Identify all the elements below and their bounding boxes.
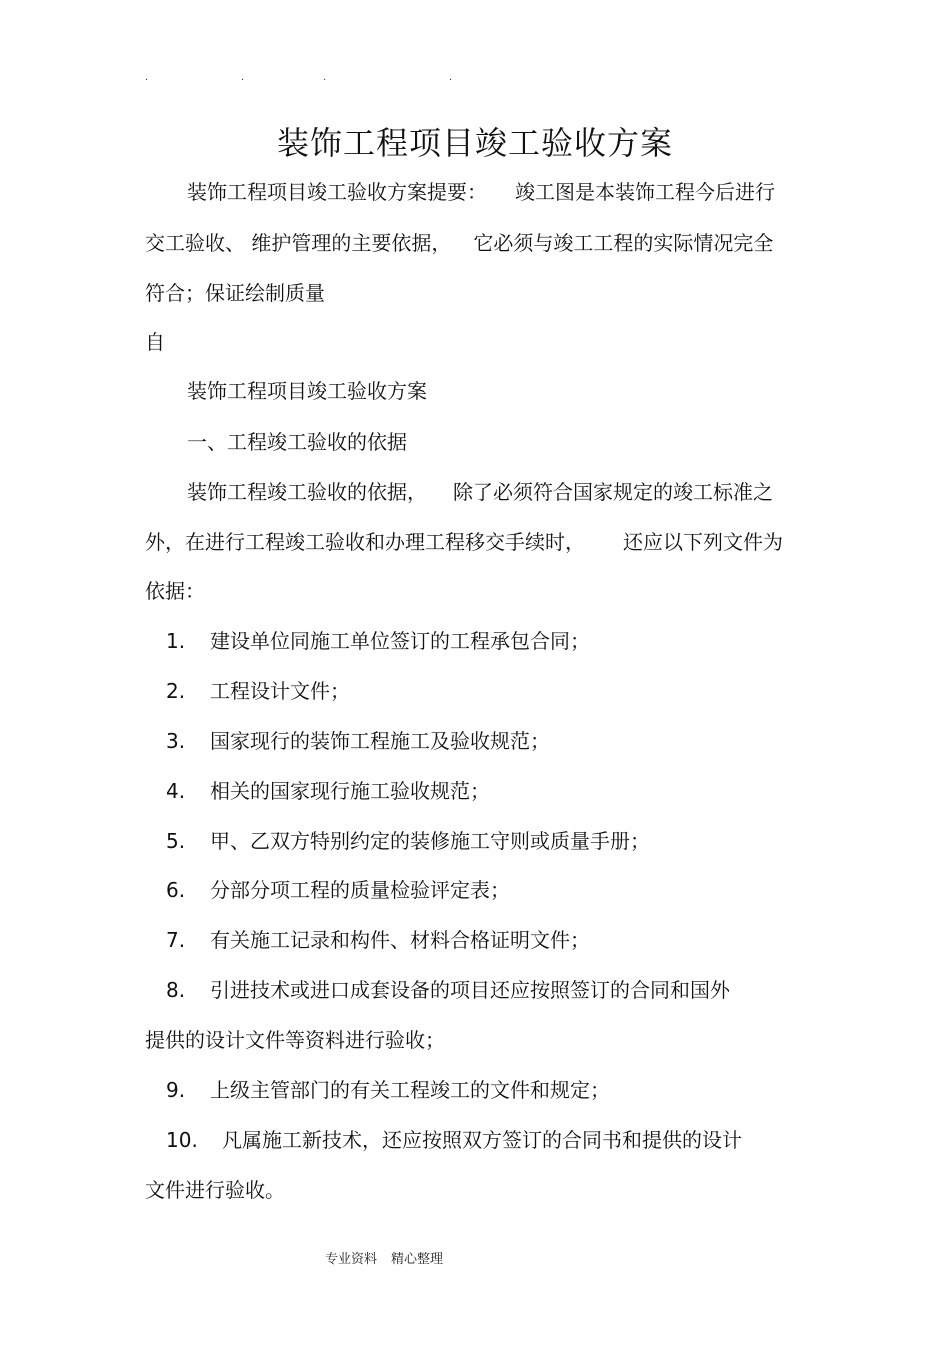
list-item <box>166 626 826 656</box>
list-item <box>166 925 826 955</box>
list-item-number: 8. <box>166 978 186 1002</box>
intro-line-4: 自 <box>145 330 165 354</box>
footer-right-text: 精心整理 <box>391 1252 444 1267</box>
list-item <box>166 676 826 706</box>
list-item-text: 甲、乙双方特别约定的装修施工守则或质量手册； <box>210 829 650 853</box>
document-title: 装饰工程项目竣工验收方案 <box>276 124 673 162</box>
basis-line-1 <box>187 477 847 507</box>
list-item-text: 有关施工记录和构件、材料合格证明文件； <box>210 928 590 952</box>
basis-text: 外，在进行工程竣工验收和办理工程移交手续时， <box>145 530 585 554</box>
list-item-text: 相关的国家现行施工验收规范； <box>210 779 490 803</box>
basis-text: 除了必须符合国家规定的竣工标准之 <box>453 480 773 504</box>
page-footer <box>0 1250 950 1270</box>
list-item-continuation: 提供的设计文件等资料进行验收； <box>145 1028 445 1052</box>
list-item-number: 4. <box>166 779 186 803</box>
list-item-continuation: 文件进行验收。 <box>145 1178 285 1202</box>
list-item-number: 5. <box>166 829 186 853</box>
intro-line-3: 符合；保证绘制质量 <box>145 281 325 305</box>
list-item-text: 分部分项工程的质量检验评定表； <box>210 878 510 902</box>
list-item-number: 2. <box>166 679 186 703</box>
header-dot: . <box>241 72 245 83</box>
section-title: 装饰工程项目竣工验收方案 <box>187 379 427 403</box>
list-item-number: 10. <box>166 1128 198 1152</box>
intro-text: 竣工图是本装饰工程今后进行 <box>515 180 775 204</box>
header-dot: . <box>323 72 327 83</box>
footer-left-text: 专业资料 <box>325 1252 378 1267</box>
list-item-text: 凡属施工新技术，还应按照双方签订的合同书和提供的设计 <box>222 1128 742 1152</box>
list-item-text: 上级主管部门的有关工程竣工的文件和规定； <box>210 1078 610 1102</box>
list-item-number: 7. <box>166 928 186 952</box>
list-item-text: 建设单位同施工单位签订的工程承包合同； <box>210 629 590 653</box>
list-item <box>166 726 826 756</box>
list-item <box>166 1125 826 1155</box>
header-dot: . <box>145 72 149 83</box>
intro-line-1 <box>187 177 847 207</box>
list-item <box>166 1075 826 1105</box>
list-item-text: 国家现行的装饰工程施工及验收规范； <box>210 729 550 753</box>
list-item <box>166 875 826 905</box>
basis-line-2 <box>145 527 805 557</box>
list-item-text: 引进技术或进口成套设备的项目还应按照签订的合同和国外 <box>210 978 730 1002</box>
section-heading: 一、工程竣工验收的依据 <box>187 430 407 454</box>
list-item-number: 6. <box>166 878 186 902</box>
list-item-number: 3. <box>166 729 186 753</box>
basis-text: 装饰工程竣工验收的依据， <box>187 480 427 504</box>
list-item <box>166 975 826 1005</box>
intro-text: 交工验收、 维护管理的主要依据， <box>145 231 452 255</box>
list-item-text: 工程设计文件； <box>210 679 350 703</box>
basis-line-3: 依据： <box>145 579 205 603</box>
intro-text: 装饰工程项目竣工验收方案提要： <box>187 180 487 204</box>
list-item-number: 9. <box>166 1078 186 1102</box>
intro-text: 它必须与竣工工程的实际情况完全 <box>473 231 774 255</box>
header-dots <box>0 72 950 84</box>
list-item-number: 1. <box>166 629 186 653</box>
header-dot: . <box>449 72 453 83</box>
intro-line-2 <box>145 228 805 258</box>
list-item <box>166 776 826 806</box>
basis-text: 还应以下列文件为 <box>623 530 783 554</box>
list-item <box>166 826 826 856</box>
